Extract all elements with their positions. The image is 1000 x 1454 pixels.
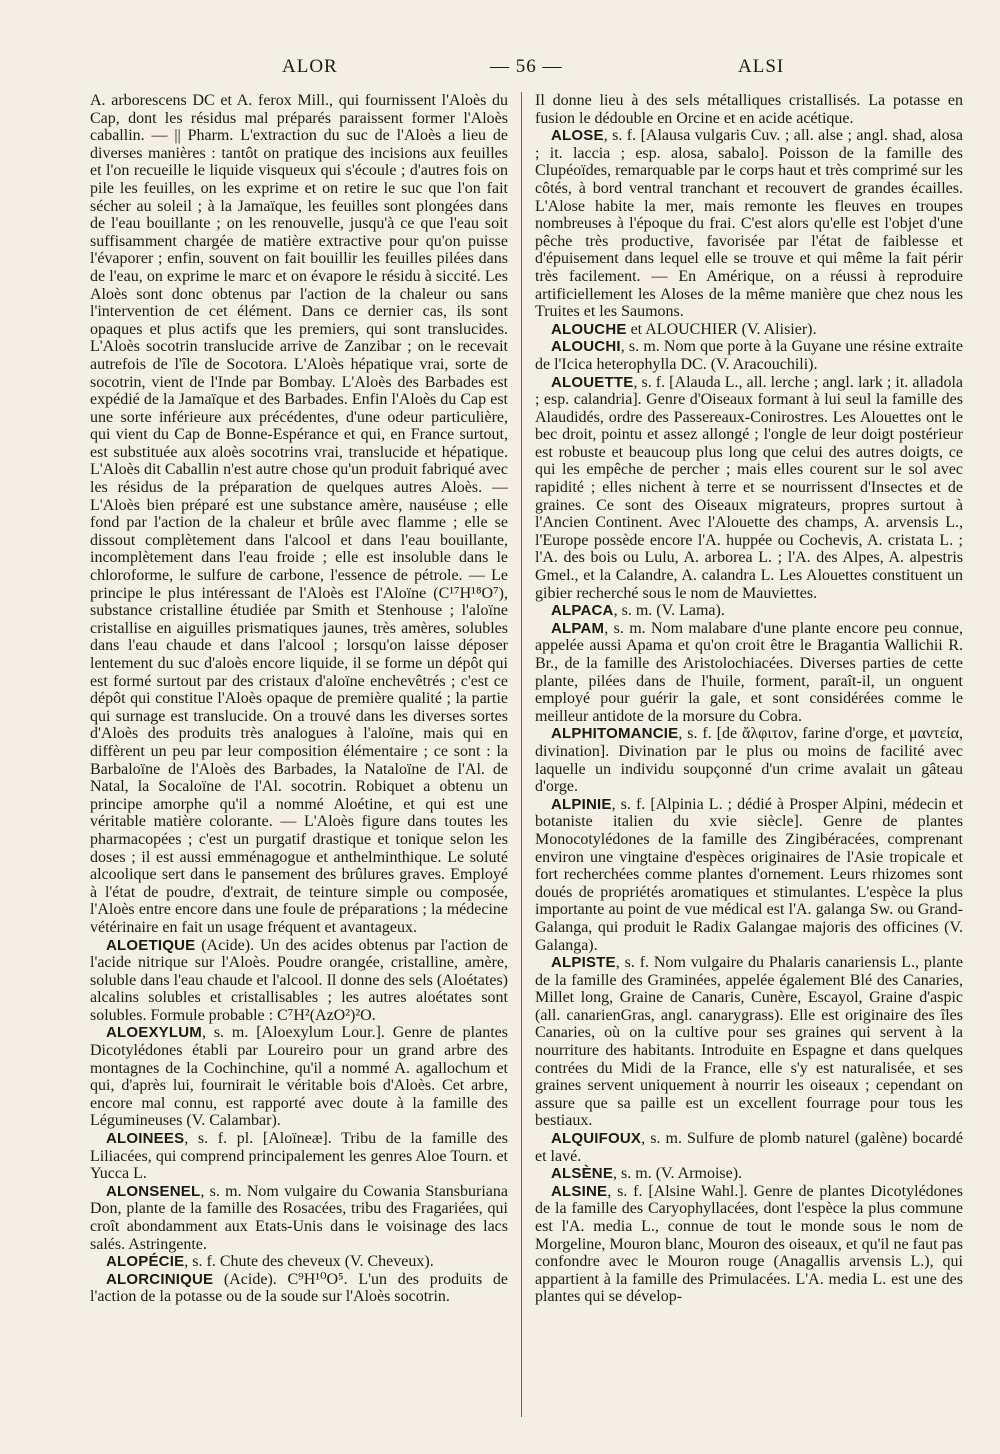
definition: (Acide). Un des acides obtenus par l'action de l'acide nitrique sur l'Aloès. Poudre orangée, cristalline, amère, soluble dans l'eau chaude et l'alcool. Il donne des sels (Aloétates) alcalins solubles et cristallisables ; les autres aloétates sont solubles. Formule probable : C⁷H²(AzO²)²O. xyxy=(90,936,508,1024)
definition: , s. m. Nom malabare d'une plante encore peu connue, appelée aussi Apama et qu'on croit être le Bragantia Wallichii R. Br., de la famille des Aristolochiacées. Diverses parties de cette plante, pilées dans de l'huile, forment, paraît-il, un onguent employé pour guérir la gale, et sont considérées comme le meilleur antidote de la morsure du Cobra. xyxy=(535,619,963,725)
definition: , s. m. Sulfure de plomb naturel (galène) bocardé et lavé. xyxy=(535,1130,963,1165)
definition: Il donne lieu à des sels métalliques cristallisés. La potasse en fusion le dédouble en Orcine et en acide acétique. xyxy=(535,92,963,127)
headword: ALSINE xyxy=(551,1182,608,1200)
entry xyxy=(535,374,963,603)
entry xyxy=(535,725,963,795)
headword: ALSÈNE xyxy=(551,1165,614,1183)
entry xyxy=(90,1183,508,1253)
entry xyxy=(90,1024,508,1130)
headword: ALOUCHI xyxy=(551,338,621,356)
definition: et ALOUCHIER (V. Alisier). xyxy=(626,320,817,338)
definition: , s. m. (V. Lama). xyxy=(613,602,725,620)
definition: , s. f. [Alausa vulgaris Cuv. ; all. alse ; angl. shad, alosa ; it. laccia ; esp. alosa, sabalo]. Poisson de la famille des Clupéoïdes, remarquable par le corps haut et très comprimé sur les côtés, à bord ventral tranchant et recouvert de grandes écailles. L'Alose habite la mer, mais remonte les fleuves en troupes nombreuses à l'époque du frai. C'est alors qu'elle est l'objet d'une pêche très productive, favorisée par l'état de faiblesse et d'épuisement dans lequel elle se trouve et qui même la fait périr très facilement. — En Amérique, on a réussi à reproduire artificiellement les Aloses de la même manière que chez nous les Truites et les Saumons. xyxy=(535,127,963,321)
headword: ALOUETTE xyxy=(551,373,634,391)
header-right-word: ALSI xyxy=(738,56,785,77)
entry xyxy=(535,1183,963,1306)
definition: , s. f. [Alpinia L. ; dédié à Prosper Alpini, médecin et botaniste italien du xvie siècle]. Genre de plantes Monocotylédones de la famille des Zingibéracées, comprenant environ une vingtaine d'espèces originaires de l'Asie tropicale et fort recherchées comme plantes d'ornement. Leurs rhizomes sont doués de propriétés aromatiques et stimulantes. L'espèce la plus importante au point de vue médical est l'A. galanga Sw. ou Grand-Galanga, qui produit le Radix Galangae majoris des officines (V. Galanga). xyxy=(535,795,963,954)
headword: ALPHITOMANCIE xyxy=(551,725,679,743)
entry xyxy=(535,602,963,620)
headword: ALPAM xyxy=(551,619,605,637)
definition: A. arborescens DC et A. ferox Mill., qui fournissent l'Aloès du Cap, dont les résidus mal préparés paraissent former l'Aloès caballin. — || Pharm. L'extraction du suc de l'Aloès a lieu de diverses manières : tantôt on pratique des incisions aux feuilles et l'on recueille le liquide visqueux qui s'écoule ; d'autres fois on pile les feuilles, on les exprime et on retire le suc que l'on fait sécher au soleil ; à la Jamaïque, les feuilles sont plongées dans de l'eau bouillante ; on les renouvelle, jusqu'à ce que l'eau soit suffisamment chargée de matière extractive pour qu'on puisse l'évaporer ; enfin, souvent on fait bouillir les feuilles pilées dans de l'eau, on exprime le marc et on évapore le résidu à siccité. Les Aloès sont donc obtenus par l'action de la chaleur ou sans l'intervention de cet élément. Dans ce dernier cas, ils sont opaques et plus actifs que les premiers, qui sont translucides. L'Aloès socotrin translucide arrive de Zanzibar ; on le recevait autrefois de l'île de Socotora. L'Aloès hépatique vrai, sorte de socotrin, vient de l'Inde par Bombay. L'Aloès des Barbades est expédié de la Jamaïque et des Barbades. Enfin l'Aloès du Cap est une sorte inférieure aux précédentes, d'une odeur particulière, qui vient du Cap de Bonne-Espérance et qui, en France surtout, est substituée aux aloès socotrins vrai, translucide et hépatique. L'Aloès dit Caballin n'est autre chose qu'un produit fabriqué avec les résidus de la préparation de quelques autres Aloès. — L'Aloès bien préparé est une substance amère, nauséuse ; elle fond par l'action de la chaleur et brûle avec flamme ; elle se dissout complètement dans l'alcool et dans l'eau bouillante, incomplètement dans l'eau froide ; elle est insoluble dans le chloroforme, le sulfure de carbone, l'essence de pétrole. — Le principe le plus intéressant de l'Aloès est l'Aloïne (C¹⁷H¹⁸O⁷), substance cristalline étudiée par Smith et Stenhouse ; l'aloïne cristallise en aiguilles prismatiques jaunes, très amères, solubles dans l'eau chaude et dans l'alcool ; lorsqu'on laisse déposer lentement du suc d'aloès encore liquide, il se forme un dépôt qui est formé surtout par des cristaux d'aloïne enchevêtrés ; c'est ce dépôt qui constitue l'Aloès opaque de première qualité ; la partie qui surnage est translucide. On a trouvé dans les diverses sortes d'Aloès des produits très analogues à l'aloïne, mais qui en diffèrent un peu par leur composition élémentaire ; ce sont : la Barbaloïne de l'Aloès des Barbades, la Nataloïne de l'Al. de Natal, la Socaloïne de l'Al. socotrin. Robiquet a obtenu un principe amorphe qu'il a nommé Aloétine, et qui est une véritable matière colorante. — L'Aloès figure dans toutes les pharmacopées ; c'est un purgatif drastique et tonique selon les doses ; il est aussi emménagogue et anthelminthique. Le soluté alcoolique sert dans le pansement des brûlures graves. Employé à l'état de poudre, d'extrait, de teinture simple ou composée, l'Aloès entre encore dans une foule de préparations ; la médecine vétérinaire en fait un usage fréquent et avantageux. xyxy=(90,92,508,936)
definition: , s. f. [Alsine Wahl.]. Genre de plantes Dicotylédones de la famille des Caryophyllacées, dont l'espèce la plus commune est l'A. media L., connue de tout le monde sous le nom de Morgeline, Mouron blanc, Mouron des oiseaux, et qu'il ne faut pas confondre avec le Mouron rouge (Anagallis arvensis L.), qui appartient à la famille des Primulacées. L'A. media L. est une des plantes qui se dévelop- xyxy=(535,1182,963,1306)
headword: ALONSENEL xyxy=(106,1182,201,1200)
entry xyxy=(535,321,963,339)
entry xyxy=(535,338,963,373)
right-column xyxy=(535,92,963,1422)
entry xyxy=(90,937,508,1025)
entry xyxy=(535,92,963,127)
entry xyxy=(90,1271,508,1306)
entry xyxy=(535,1165,963,1183)
left-column xyxy=(90,92,508,1422)
entry xyxy=(90,1130,508,1183)
headword: ALPISTE xyxy=(551,954,616,972)
definition: , s. f. Nom vulgaire du Phalaris canariensis L., plante de la famille des Graminées, appelée également Blé des Canaries, Millet long, Graine de Canaris, Cunère, Escayol, Graine d'aspic (all. canarienGras, angl. canarygrass). Elle est originaire des îles Canaries, où on la cultive pour ses graines qui servent à la nourriture des habitants. Introduite en Espagne et dans quelques contrées du Midi de la France, elle s'y est naturalisée, et ses graines servent uniquement à nourrir les oiseaux ; cependant on assure que sa paille est un excellent fourrage pour tous les bestiaux. xyxy=(535,954,963,1130)
column-divider xyxy=(521,92,522,1417)
headword: ALOEXYLUM xyxy=(106,1024,202,1042)
headword: ALOETIQUE xyxy=(106,936,196,954)
definition: , s. f. [de ἄλφιτον, farine d'orge, et μαντεία, divination]. Divination par le plus ou moins de facilité avec laquelle un individu soupçonné d'un crime avalait un gâteau d'orge. xyxy=(535,725,963,796)
header-left-word: ALOR xyxy=(282,56,338,77)
headword: ALOINEES xyxy=(106,1130,185,1148)
running-header xyxy=(60,56,940,90)
definition: , s. m. [Aloexylum Lour.]. Genre de plantes Dicotylédones établi par Loureiro pour un grand arbre des montagnes de la Cochinchine, qu'il a nommé A. agallochum et qui, d'après lui, fournirait le véritable bois d'Aloès. Cet arbre, encore mal connu, est rapporté avec doute à la famille des Légumineuses (V. Calambar). xyxy=(90,1024,508,1130)
definition: , s. f. pl. [Aloïneæ]. Tribu de la famille des Liliacées, qui comprend principalement les genres Aloe Tourn. et Yucca L. xyxy=(90,1130,508,1183)
entry xyxy=(535,954,963,1130)
headword: ALOUCHE xyxy=(551,320,627,338)
definition: , s. m. (V. Armoise). xyxy=(613,1165,743,1183)
page-number: — 56 — xyxy=(490,56,563,77)
definition: , s. f. Chute des cheveux (V. Cheveux). xyxy=(184,1253,434,1271)
entry xyxy=(535,796,963,954)
entry xyxy=(535,1130,963,1165)
headword: ALQUIFOUX xyxy=(551,1130,642,1148)
headword: ALPINIE xyxy=(551,795,612,813)
definition: , s. f. [Alauda L., all. lerche ; angl. lark ; it. alladola ; esp. calandria]. Genre d'Oiseaux formant à lui seul la famille des Alaudidés, ordre des Passereaux-Conirostres. Les Alouettes ont le bec droit, pointu et assez allongé ; l'ongle de leur doigt postérieur est robuste et beaucoup plus long que celui des autres doigts, ce qui les empêche de percher ; mais elles courent sur le sol avec rapidité ; elles nichent à terre et se nourrissent d'Insectes et de graines. Ce sont des Oiseaux migrateurs, propres surtout à l'Ancien Continent. Avec l'Alouette des champs, A. arvensis L., l'Europe possède encore l'A. huppée ou Cochevis, A. cristata L. ; l'A. des bois ou Lulu, A. arborea L. ; l'A. des Alpes, A. alpestris Gmel., et la Calandre, A. calandra L. Les Alouettes constituent un gibier recherché sous le nom de Mauviettes. xyxy=(535,373,963,602)
entry xyxy=(535,620,963,726)
definition: (Acide). C⁹H¹⁰O⁵. L'un des produits de l'action de la potasse ou de la soude sur l'Aloès socotrin. xyxy=(90,1270,508,1306)
headword: ALORCINIQUE xyxy=(106,1270,214,1288)
headword: ALPACA xyxy=(551,602,614,620)
headword: ALOSE xyxy=(551,127,604,145)
headword: ALOPÉCIE xyxy=(106,1253,185,1271)
definition: , s. m. Nom que porte à la Guyane une résine extraite de l'Icica heterophylla DC. (V. Aracouchili). xyxy=(535,338,963,373)
definition: , s. m. Nom vulgaire du Cowania Stansburiana Don, plante de la famille des Rosacées, tribu des Fragariées, qui croît abondamment aux Etats-Unis dans le voisinage des lacs salés. Astringente. xyxy=(90,1182,508,1253)
entry xyxy=(535,127,963,321)
entry xyxy=(90,92,508,937)
entry xyxy=(90,1253,508,1271)
